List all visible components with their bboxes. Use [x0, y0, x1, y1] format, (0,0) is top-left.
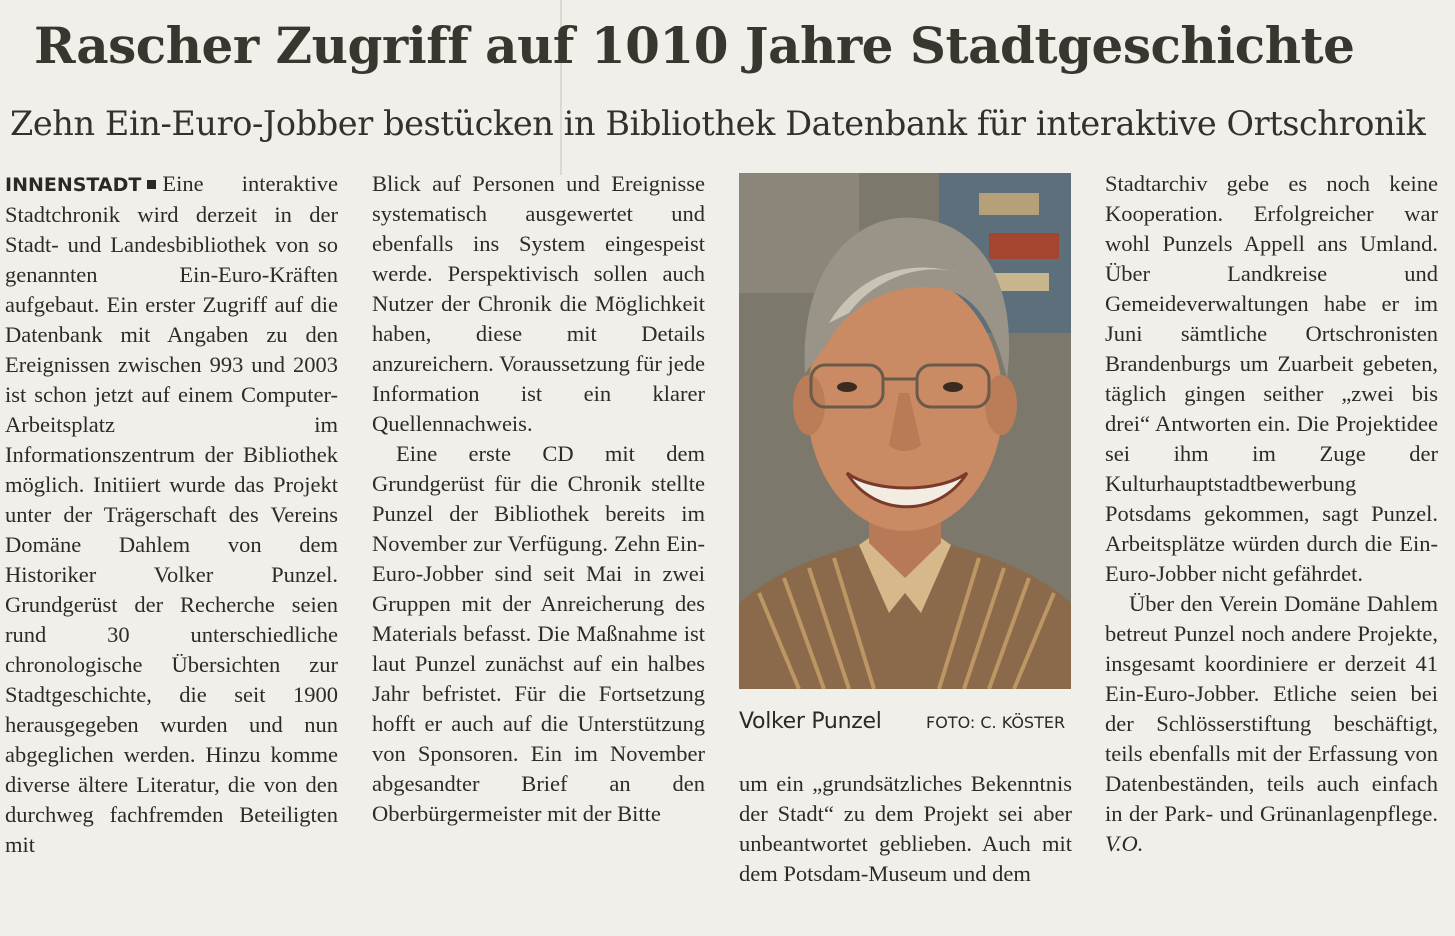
paragraph: Eine erste CD mit dem Grundgerüst für die Chronik stellte Punzel der Bibliothek bereits im November zur Verfügung. Zehn Ein-Euro-Jobber sind seit Mai in zwei Gruppen mit der Anreicherung des Materials befasst. Die Maßnahme ist laut Punzel zunächst auf ein halbes Jahr befristet. Für die Fortsetzung hofft er auch auf die Unterstützung von Sponsoren. Ein im November abgesandter Brief an den Oberbürgermeister mit der Bitte	[372, 441, 705, 826]
author-byline: V.O.	[1105, 831, 1144, 856]
paragraph: um ein „grundsätzliches Bekenntnis der Stadt“ zu dem Projekt sei aber unbeantwortet geblieben. Auch mit dem Potsdam-Museum und dem	[739, 771, 1072, 886]
lead-text: Eine interaktive Stadtchronik wird derzeit in der Stadt- und Landesbibliothek von so genannten Ein-Euro-Kräften aufgebaut. Ein erster Zugriff auf die Datenbank mit Angaben zu den Ereignissen zwischen 993 und 2003 ist schon jetzt auf einem Computer-Arbeitsplatz im Informationszentrum der Bibliothek möglich. Initiiert wurde das Projekt unter der Trägerschaft des Vereins Domäne Dahlem von dem Historiker Volker Punzel. Grundgerüst der Recherche seien rund 30 unterschiedliche chronologische Übersichten zur Stadtgeschichte, die seit 1900 herausgegeben wurden und nun abgeglichen werden. Hinzu komme diverse ältere Literatur, die von den durchweg fachfremden Beteiligten mit	[5, 171, 338, 857]
lead-paragraph	[5, 169, 338, 860]
subheadline: Zehn Ein-Euro-Jobber bestücken in Bibliothek Datenbank für interaktive Ortschronik	[10, 104, 1426, 143]
paragraph: Blick auf Personen und Ereignisse systematisch ausgewertet und ebenfalls ins System eingespeist werde. Perspektivisch sollen auch Nutzer der Chronik die Möglichkeit haben, diese mit Details anzureichern. Voraussetzung für jede Information ist ein klarer Quellennachweis.	[372, 171, 705, 436]
photo-credit: FOTO: C. KÖSTER	[926, 713, 1066, 732]
paragraph: Stadtarchiv gebe es noch keine Kooperation. Erfolgreicher war wohl Punzels Appell ans Umland. Über Landkreise und Gemeideverwaltungen habe er im Juni sämtliche Ortschronisten Brandenburgs um Zuarbeit gebeten, täglich gingen seither „zwei bis drei“ Antworten ein. Die Projektidee sei ihm im Zuge der Kulturhauptstadtbewerbung Potsdams gekommen, sagt Punzel. Arbeitsplätze würden durch die Ein-Euro-Jobber nicht gefährdet.	[1105, 171, 1438, 586]
dateline-square-icon	[147, 180, 156, 189]
article-column-2	[372, 169, 705, 829]
portrait-illustration	[739, 173, 1071, 689]
paragraph	[1105, 589, 1438, 859]
headline: Rascher Zugriff auf 1010 Jahre Stadtgeschichte	[34, 16, 1355, 75]
dateline: INNENSTADT	[5, 174, 142, 196]
article-column-4	[1105, 169, 1438, 859]
paragraph-text: Über den Verein Domäne Dahlem betreut Punzel noch andere Projekte, insgesamt koordiniere er derzeit 41 Ein-Euro-Jobber. Etliche seien bei der Schlösserstiftung beschäftigt, teils ebenfalls mit der Erfassung von Datenbeständen, teils auch einfach in der Park- und Grünanlagenpflege.	[1105, 591, 1438, 826]
portrait-photo	[739, 173, 1071, 689]
photo-caption: Volker Punzel	[739, 709, 882, 734]
article-column-3	[739, 769, 1072, 889]
article-column-1	[5, 169, 338, 860]
